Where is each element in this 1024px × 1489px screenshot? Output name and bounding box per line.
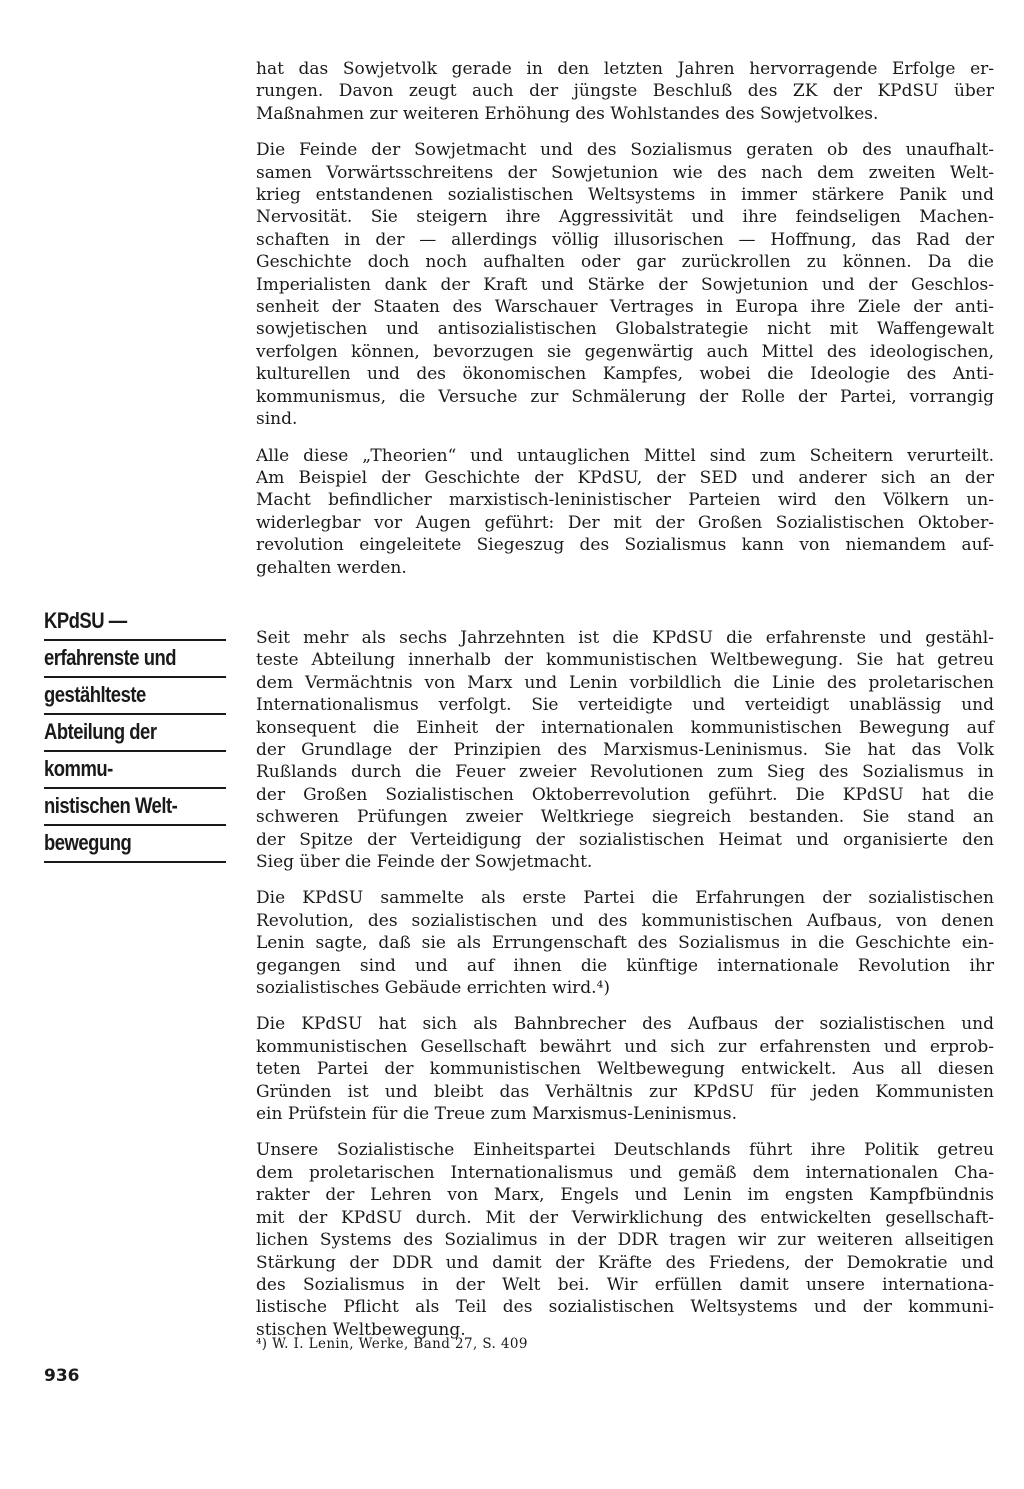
text-line: teste Abteilung innerhalb der kommunistischen Weltbewegung. Sie hat getreu [256,650,994,671]
text-line: konsequent die Einheit der internationalen kommunistischen Bewegung auf [256,717,994,738]
text-line: teten Partei der kommunistischen Weltbewegung entwickelt. Aus all diesen [256,1059,994,1080]
text-line: samen Vorwärtsschreitens der Sowjetunion wie des nach dem zweiten Welt- [256,162,994,183]
paragraph-6 [256,1013,994,1125]
paragraph-3 [256,445,994,579]
footnote: ⁴) W. I. Lenin, Werke, Band 27, S. 409 [256,1336,528,1352]
text-line: Stärkung der DDR und damit der Kräfte des Friedens, der Demokratie und [256,1252,994,1273]
text-line: schaften in der — allerdings völlig illusorischen — Hoffnung, das Rad der [256,229,994,250]
text-line: Maßnahmen zur weiteren Erhöhung des Wohlstandes des Sowjetvolkes. [256,103,879,124]
text-line: Macht befindlicher marxistisch-leninistischer Parteien wird den Völkern un- [256,490,994,511]
margin-heading-line: Abteilung der [44,715,226,752]
text-line: Alle diese „Theorien“ und untauglichen Mittel sind zum Scheitern verurteilt. [256,445,994,466]
text-line: krieg entstandenen sozialistischen Weltsystems in immer stärkere Panik und [256,185,994,206]
text-line: sozialistisches Gebäude errichten wird.⁴) [256,978,611,999]
text-line: mit der KPdSU durch. Mit der Verwirklichung des entwickelten gesellschaft- [256,1207,994,1228]
main-text-column [256,58,994,1355]
text-line: rakter der Lehren von Marx, Engels und Lenin im engsten Kampfbündnis [256,1185,994,1206]
text-line: Sieg über die Feinde der Sowjetmacht. [256,852,593,872]
text-line: der Grundlage der Prinzipien des Marxismus-Leninismus. Sie hat das Volk [256,739,994,760]
text-line: Die KPdSU hat sich als Bahnbrecher des Aufbaus der sozialistischen und [256,1014,994,1035]
text-line: Lenin sagte, daß sie als Errungenschaft des Sozialismus in die Geschichte ein- [256,933,994,954]
text-line: kulturellen und des ökonomischen Kampfes, wobei die Ideologie des Anti- [256,364,994,385]
text-line: Die KPdSU sammelte als erste Partei die Erfahrungen der sozialistischen [256,888,994,909]
text-line: Gründen ist und bleibt das Verhältnis zur KPdSU für jeden Kommunisten [256,1081,994,1102]
text-line: rungen. Davon zeugt auch der jüngste Beschluß des ZK der KPdSU über [256,81,994,102]
text-line: der Spitze der Verteidigung der sozialistischen Heimat und organisierte den [256,829,994,850]
text-line: der Großen Sozialistischen Oktoberrevolution geführt. Die KPdSU hat die [256,784,994,805]
text-line: lichen Systems des Sozialimus in der DDR tragen wir zur weiteren allseitigen [256,1230,994,1251]
text-line: verfolgen können, bevorzugen sie gegenwärtig auch Mittel des ideologischen, [256,341,994,362]
text-line: Internationalismus verfolgt. Sie verteidigte und verteidigt unablässig und [256,695,994,716]
margin-heading [44,604,226,863]
margin-heading-line: kommu- [44,752,226,789]
text-line: Rußlands durch die Feuer zweier Revolutionen zum Sieg des Sozialismus in [256,762,994,783]
text-line: gehalten werden. [256,557,407,578]
text-line: Revolution, des sozialistischen und des kommunistischen Aufbaus, von denen [256,910,994,931]
text-line: sind. [256,409,298,430]
margin-heading-line: gestählteste [44,678,226,715]
text-line: ein Prüfstein für die Treue zum Marxismus-Leninismus. [256,1104,737,1125]
section-gap [256,593,994,627]
paragraph-4 [256,627,994,873]
margin-heading-line: erfahrenste und [44,641,226,678]
text-line: widerlegbar vor Augen geführt: Der mit der Großen Sozialistischen Oktober- [256,512,994,533]
text-line: kommunistischen Gesellschaft bewährt und sich zur erfahrensten und erprob- [256,1036,994,1057]
text-line: revolution eingeleitete Siegeszug des Sozialismus kann von niemandem auf- [256,535,994,556]
text-line: stischen Weltbewegung. [256,1319,466,1340]
margin-heading-line: nistischen Welt- [44,789,226,826]
text-line: senheit der Staaten des Warschauer Vertrages in Europa ihre Ziele der anti- [256,297,994,318]
paragraph-7 [256,1139,994,1341]
paragraph-5 [256,887,994,999]
text-line: Seit mehr als sechs Jahrzehnten ist die KPdSU die erfahrenste und gestähl- [256,627,994,648]
text-line: Unsere Sozialistische Einheitspartei Deutschlands führt ihre Politik getreu [256,1140,994,1161]
text-line: Die Feinde der Sowjetmacht und des Sozialismus geraten ob des unaufhalt- [256,140,994,161]
text-line: gegangen sind und auf ihnen die künftige internationale Revolution ihr [256,955,994,976]
text-line: des Sozialismus in der Welt bei. Wir erfüllen damit unsere internationa- [256,1274,994,1295]
text-line: listische Pflicht als Teil des sozialistischen Weltsystems und der kommuni- [256,1297,994,1318]
text-line: sowjetischen und antisozialistischen Globalstrategie nicht mit Waffengewalt [256,319,994,340]
text-line: dem Vermächtnis von Marx und Lenin vorbildlich die Linie des proletarischen [256,672,994,693]
paragraph-1 [256,58,994,125]
margin-heading-line: KPdSU — [44,604,226,641]
page-number: 936 [44,1366,80,1386]
text-line: kommunismus, die Versuche zur Schmälerung der Rolle der Partei, vorrangig [256,386,994,407]
text-line: Am Beispiel der Geschichte der KPdSU, der SED und anderer sich an der [256,467,994,488]
text-line: Nervosität. Sie steigern ihre Aggressivität und ihre feindseligen Machen- [256,207,994,228]
text-line: schweren Prüfungen zweier Weltkriege siegreich bestanden. Sie stand an [256,807,994,828]
paragraph-2 [256,139,994,430]
text-line: Geschichte doch noch aufhalten oder gar zurückrollen zu können. Da die [256,252,994,273]
text-line: Imperialisten dank der Kraft und Stärke der Sowjetunion und der Geschlos- [256,274,994,295]
text-line: dem proletarischen Internationalismus und gemäß dem internationalen Cha- [256,1162,994,1183]
margin-heading-line: bewegung [44,826,226,863]
text-line: hat das Sowjetvolk gerade in den letzten Jahren hervorragende Erfolge er- [256,59,994,79]
